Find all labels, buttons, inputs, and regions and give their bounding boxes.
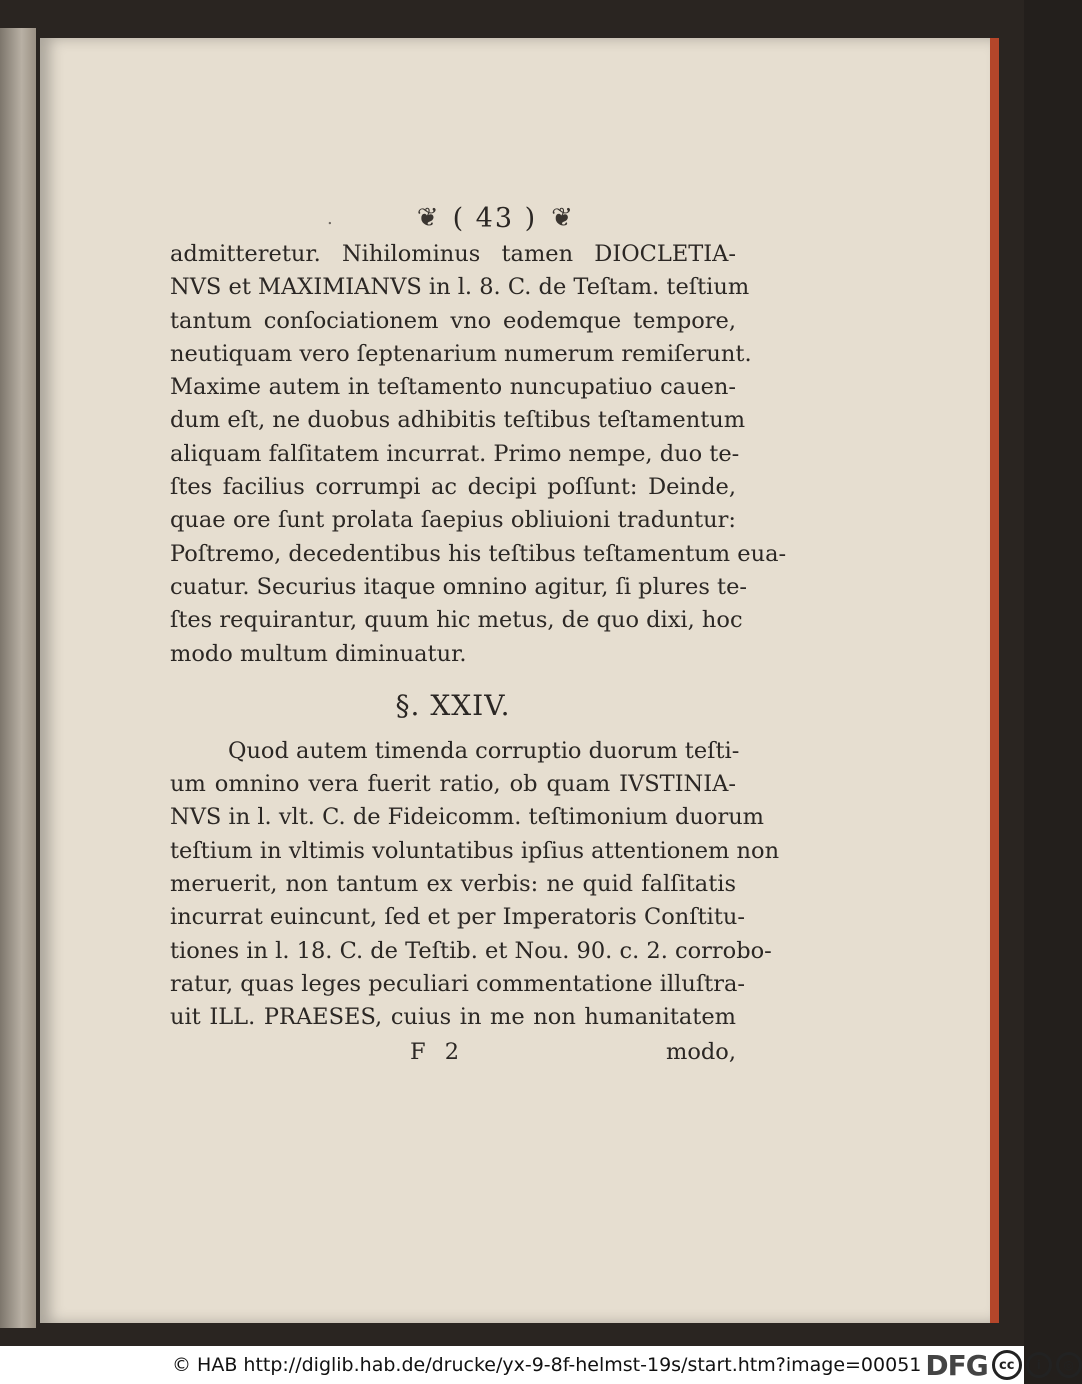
- text-line: cuatur. Securius itaque omnino agitur, ſi plures te-: [170, 573, 747, 600]
- section-heading: §. XXIV.: [395, 688, 511, 722]
- previous-page-edge: [0, 28, 36, 1328]
- text-block: [170, 198, 787, 1069]
- text-line: ſtes facilius corrumpi ac decipi poſſunt: Deinde,: [170, 474, 736, 501]
- ornament-right-icon: ❦: [551, 203, 573, 233]
- text-line: modo multum diminuatur.: [170, 640, 467, 667]
- signature-mark: F 2: [410, 1038, 466, 1065]
- text-line: quae ore ſunt prolata ſaepius obliuioni traduntur:: [170, 507, 736, 534]
- text-line: admitteretur. Nihilominus tamen DIOCLETIA-: [170, 241, 736, 267]
- page-number: ( 43 ): [452, 202, 538, 234]
- text-line: aliquam falſitatem incurrat. Primo nempe, duo te-: [170, 440, 740, 467]
- text-line: Poſtremo, decedentibus his teſtibus teſtamentum eua-: [170, 540, 787, 567]
- ornament-left-icon: ❦: [416, 203, 439, 233]
- attribution-icon: i: [1026, 1352, 1052, 1378]
- text-line: meruerit, non tantum ex verbis: ne quid falſitatis: [170, 871, 736, 898]
- text-line: um omnino vera fuerit ratio, ob quam IVSTINIA-: [170, 771, 736, 798]
- text-line: neutiquam vero ſeptenarium numerum remiſerunt.: [170, 340, 752, 367]
- text-line: tiones in l. 18. C. de Teſtib. et Nou. 90. c. 2. corrobo-: [170, 937, 772, 964]
- header-dot: .: [327, 207, 333, 229]
- page-footer: [170, 1035, 736, 1069]
- text-line: teſtium in vltimis voluntatibus ipſius attentionem non: [170, 837, 780, 864]
- text-line: Maxime autem in teſtamento nuncupatiuo cauen-: [170, 374, 736, 401]
- catchword: modo,: [666, 1038, 736, 1065]
- running-header: [170, 198, 730, 238]
- text-line: ratur, quas leges peculiari commentatione illuſtra-: [170, 970, 745, 997]
- text-line: tantum conſociationem vno eodemque tempore,: [170, 307, 736, 334]
- text-line: dum eſt, ne duobus adhibitis teſtibus teſtamentum: [170, 407, 746, 434]
- text-line: ſtes requirantur, quum hic metus, de quo dixi, hoc: [170, 607, 743, 634]
- text-line: uit ILL. PRAESES, cuius in me non humanitatem: [170, 1004, 736, 1031]
- copyright-link[interactable]: © HAB http://diglib.hab.de/drucke/yx-9-8f-helmst-19s/start.htm?image=00051: [172, 1354, 922, 1376]
- paragraph-1: [170, 238, 787, 671]
- viewer-footer-bar: [0, 1346, 1074, 1384]
- license-badges[interactable]: [992, 1350, 1082, 1380]
- share-alike-icon: ◎: [1056, 1352, 1082, 1378]
- dfg-logo[interactable]: DFG: [925, 1348, 988, 1382]
- text-line: NVS et MAXIMIANVS in l. 8. C. de Teſtam. teſtium: [170, 274, 750, 301]
- cc-icon: cc: [992, 1350, 1022, 1380]
- text-line: Quod autem timenda corruptio duorum teſti-: [228, 737, 740, 764]
- text-line: incurrat euincunt, ſed et per Imperatoris Conſtitu-: [170, 904, 745, 931]
- text-line: NVS in l. vlt. C. de Fideicomm. teſtimonium duorum: [170, 804, 765, 831]
- paragraph-2: [170, 735, 780, 1035]
